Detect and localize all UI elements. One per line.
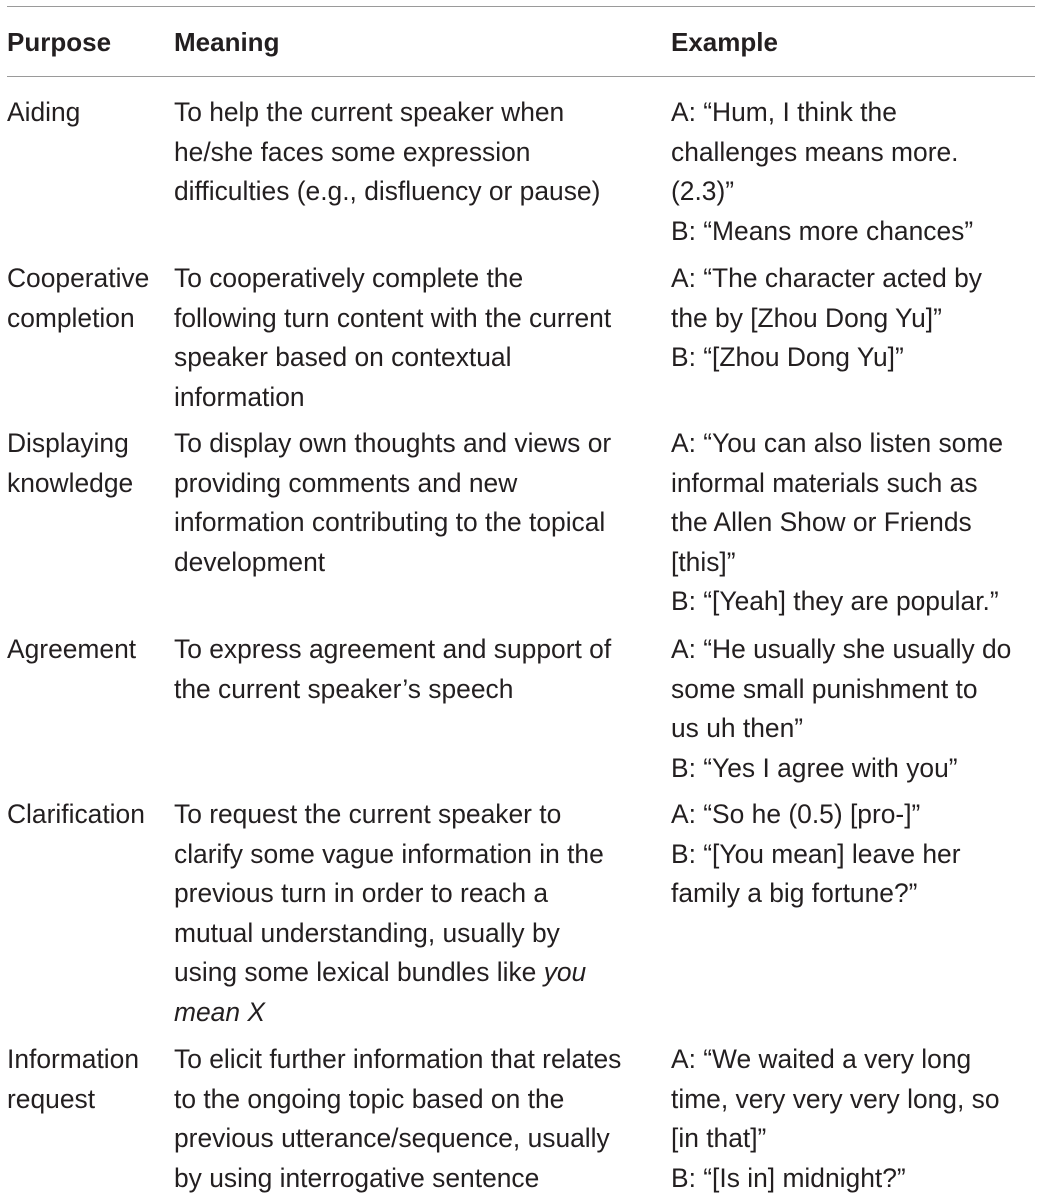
meaning-line: development bbox=[174, 546, 326, 577]
example-line: A: “He usually she usually do bbox=[671, 634, 1012, 664]
example-line: time, very very very long, so bbox=[671, 1083, 1000, 1114]
meaning-line: previous utterance/sequence, usually bbox=[174, 1123, 610, 1154]
meaning-cell bbox=[174, 424, 611, 582]
example-line: B: “[Is in] midnight?” bbox=[671, 1162, 906, 1193]
meaning-line: To help the current speaker when bbox=[174, 97, 565, 127]
meaning-line: information bbox=[174, 381, 305, 412]
example-line: B: “Means more chances” bbox=[671, 215, 974, 246]
header-example: Example bbox=[671, 27, 778, 57]
purpose-line: Displaying bbox=[7, 428, 129, 458]
header-meaning: Meaning bbox=[174, 27, 280, 57]
meaning-line: the current speaker’s speech bbox=[174, 673, 514, 704]
meaning-line: To cooperatively complete the bbox=[174, 263, 524, 293]
header-purpose: Purpose bbox=[7, 27, 112, 57]
purpose-cell bbox=[7, 424, 133, 503]
example-line: B: “[Zhou Dong Yu]” bbox=[671, 342, 904, 373]
meaning-line: previous turn in order to reach a bbox=[174, 878, 549, 909]
meaning-line: mutual understanding, usually by bbox=[174, 917, 560, 948]
example-line: family a big fortune?” bbox=[671, 878, 918, 909]
purpose-line: request bbox=[7, 1083, 96, 1114]
meaning-text: using some lexical bundles like bbox=[174, 957, 537, 988]
meaning-cell bbox=[174, 93, 600, 212]
meaning-line: To display own thoughts and views or bbox=[174, 428, 612, 458]
purpose-cell bbox=[7, 795, 145, 835]
meaning-line: To request the current speaker to bbox=[174, 799, 562, 829]
example-line: A: “We waited a very long bbox=[671, 1044, 972, 1074]
example-line: [in that]” bbox=[671, 1123, 767, 1154]
meaning-line: following turn content with the current bbox=[174, 302, 612, 333]
example-line: the by [Zhou Dong Yu]” bbox=[671, 302, 942, 333]
meaning-line: to the ongoing topic based on the bbox=[174, 1083, 565, 1114]
meaning-line: information contributing to the topical bbox=[174, 507, 606, 538]
example-line: (2.3)” bbox=[671, 176, 735, 207]
meaning-line: difficulties (e.g., disfluency or pause) bbox=[174, 176, 601, 207]
purpose-line: Aiding bbox=[7, 97, 81, 127]
meaning-line bbox=[174, 953, 604, 993]
purpose-line: Information bbox=[7, 1044, 140, 1074]
meaning-line: he/she faces some expression bbox=[174, 136, 531, 167]
purpose-line: Agreement bbox=[7, 634, 137, 664]
example-line: challenges means more. bbox=[671, 136, 959, 167]
example-line: A: “You can also listen some bbox=[671, 428, 1004, 458]
example-cell bbox=[671, 93, 973, 251]
example-line: [this]” bbox=[671, 546, 736, 577]
example-cell bbox=[671, 1040, 1000, 1198]
meaning-italic-text: you bbox=[543, 957, 587, 988]
example-line: B: “[Yeah] they are popular.” bbox=[671, 586, 999, 617]
purpose-line: knowledge bbox=[7, 467, 134, 498]
meaning-line: by using interrogative sentence bbox=[174, 1162, 540, 1193]
purpose-cell bbox=[7, 630, 136, 670]
meaning-cell bbox=[174, 630, 611, 709]
purpose-cell bbox=[7, 1040, 139, 1119]
meaning-cell bbox=[174, 259, 611, 417]
meaning-line: mean X bbox=[174, 996, 265, 1027]
purpose-line: Cooperative bbox=[7, 263, 150, 293]
example-cell bbox=[671, 259, 982, 378]
example-line: A: “So he (0.5) [pro-]” bbox=[671, 799, 921, 829]
meaning-line: To elicit further information that relates bbox=[174, 1044, 622, 1074]
purpose-line: Clarification bbox=[7, 799, 145, 829]
purpose-cell bbox=[7, 93, 80, 133]
meaning-cell bbox=[174, 795, 604, 1033]
table-header-rule bbox=[7, 76, 1035, 77]
example-line: us uh then” bbox=[671, 713, 804, 744]
meaning-line: speaker based on contextual bbox=[174, 342, 512, 373]
example-line: A: “The character acted by bbox=[671, 263, 982, 293]
example-line: the Allen Show or Friends bbox=[671, 507, 972, 538]
purpose-line: completion bbox=[7, 302, 135, 333]
example-line: B: “[You mean] leave her bbox=[671, 838, 961, 869]
example-cell bbox=[671, 630, 1011, 788]
meaning-line: clarify some vague information in the bbox=[174, 838, 604, 869]
example-line: B: “Yes I agree with you” bbox=[671, 752, 958, 783]
example-cell bbox=[671, 795, 961, 914]
meaning-line: To express agreement and support of bbox=[174, 634, 612, 664]
meaning-line: providing comments and new bbox=[174, 467, 518, 498]
example-line: A: “Hum, I think the bbox=[671, 97, 897, 127]
meaning-cell bbox=[174, 1040, 621, 1198]
example-cell bbox=[671, 424, 1003, 622]
table-top-rule bbox=[7, 6, 1035, 7]
example-line: some small punishment to bbox=[671, 673, 978, 704]
example-line: informal materials such as bbox=[671, 467, 978, 498]
purpose-cell bbox=[7, 259, 149, 338]
